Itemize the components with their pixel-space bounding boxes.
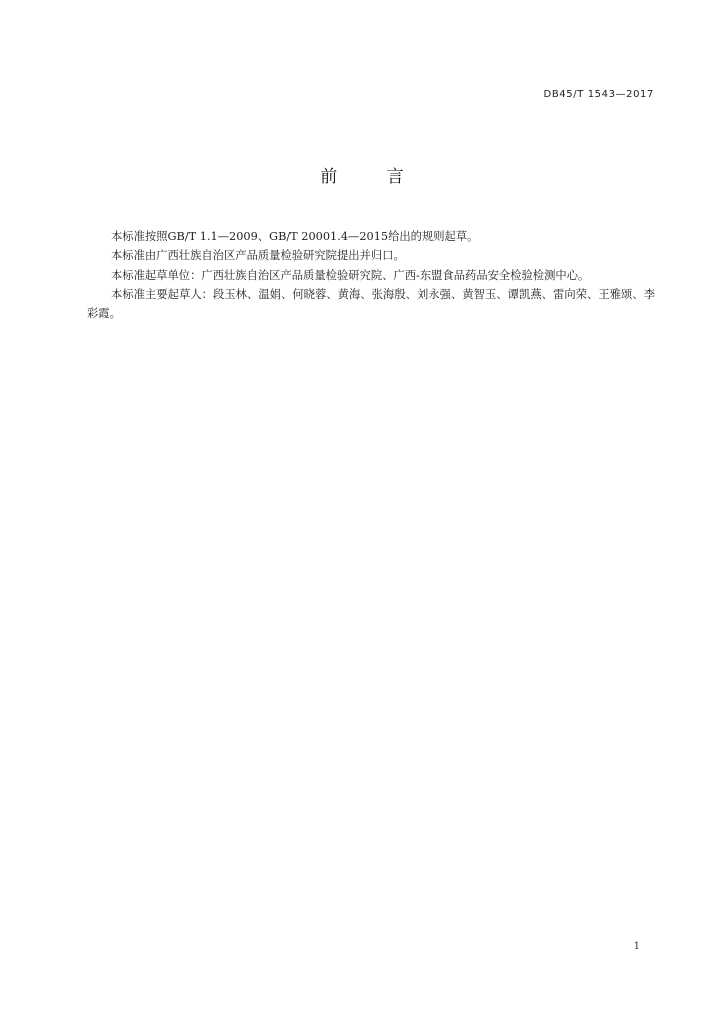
standard-code: DB45/T 1543—2017: [543, 89, 654, 100]
page-number: 1: [633, 941, 640, 952]
paragraph-proposer: 本标准由广西壮族自治区产品质量检验研究院提出并归口。: [111, 249, 405, 263]
paragraph-drafters: 本标准主要起草人：段玉林、温娟、何晓蓉、黄海、张海殷、刘永强、黄智玉、谭凯燕、雷向荣、王雅颂、李彩霞。: [87, 287, 655, 321]
page-title: 前 言: [320, 167, 426, 187]
paragraph-drafting-units: 本标准起草单位：广西壮族自治区产品质量检验研究院、广西-东盟食品药品安全检验检测中心。: [111, 268, 590, 282]
paragraph-drafting-rules: 本标准按照GB/T 1.1—2009、GB/T 20001.4—2015给出的规则起草。: [111, 230, 479, 243]
foreword-body: [87, 227, 655, 323]
